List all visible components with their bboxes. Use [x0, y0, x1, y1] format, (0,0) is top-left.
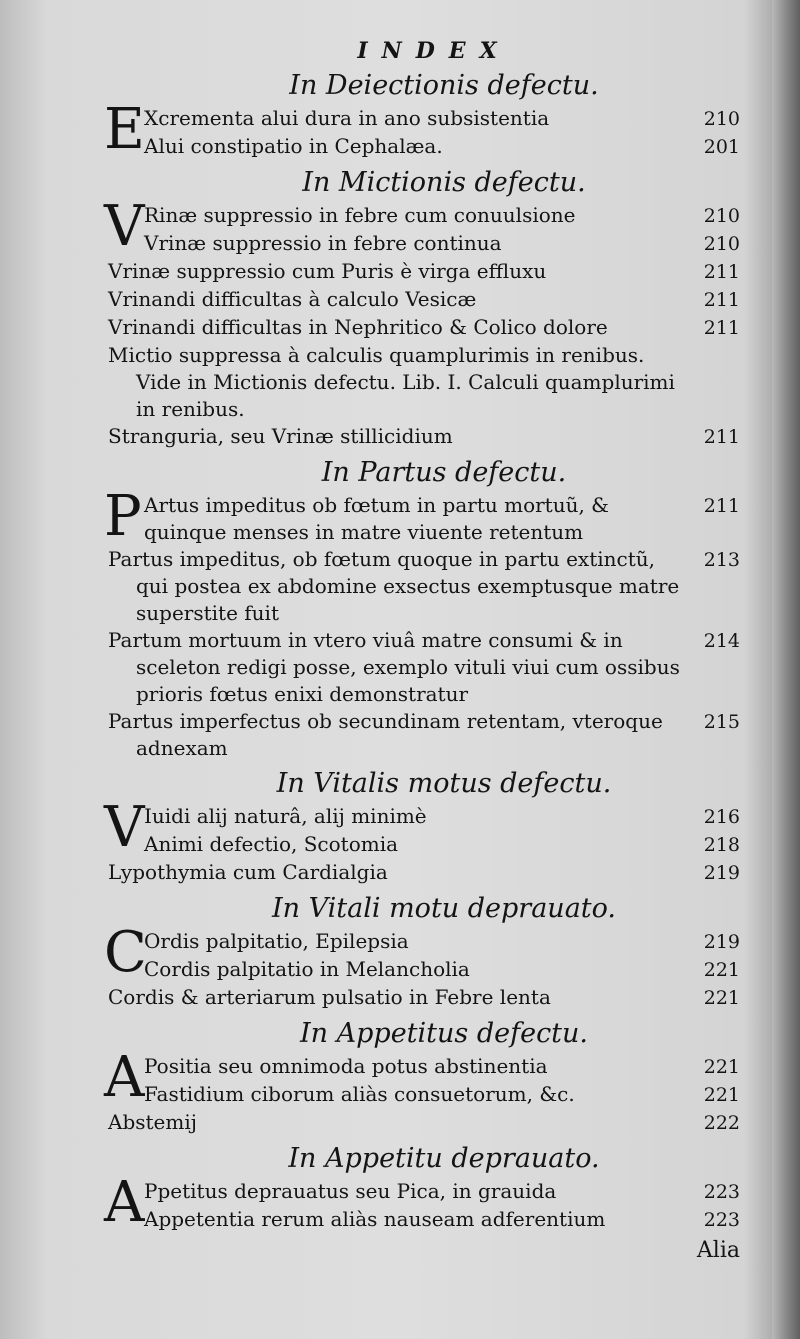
- index-entry: [108, 831, 740, 859]
- section-title: In Vitalis motus defectu.: [276, 768, 612, 799]
- entry-text: Animi defectio, Scotomia: [144, 832, 399, 856]
- entry-page: 214: [703, 630, 740, 652]
- section-title: In Appetitus defectu.: [299, 1018, 589, 1049]
- entry-text: Mictio suppressa à calculis quamplurimis in renibus. Vide in Mictionis defectu. Lib. I. Calculi quamplurimi in renibus.: [108, 343, 675, 421]
- entry-page: 201: [703, 136, 740, 158]
- section-title: In Deiectionis defectu.: [289, 70, 599, 101]
- index-entry: [108, 133, 740, 161]
- index-entry: [108, 314, 740, 342]
- entry-page: 221: [703, 959, 740, 981]
- drop-capital: A: [104, 1045, 145, 1110]
- entry-page: 223: [703, 1181, 740, 1203]
- entry-page: 211: [703, 495, 740, 517]
- index-entry: [108, 803, 740, 831]
- dropcap-group: [104, 194, 740, 259]
- dropcap-group: [104, 795, 740, 860]
- index-entry: [108, 342, 740, 423]
- index-entry: [108, 1053, 740, 1081]
- entry-page: 211: [703, 261, 740, 283]
- entry-page: 211: [703, 317, 740, 339]
- entry-page: 211: [703, 426, 740, 448]
- catchword: Alia: [696, 1238, 740, 1263]
- index-entry: [108, 202, 740, 230]
- index-entry: [108, 1109, 740, 1137]
- entry-text: Vrinandi difficultas in Nephritico & Colico dolore: [108, 315, 608, 339]
- entry-page: 222: [703, 1112, 740, 1134]
- index-entry: [108, 423, 740, 451]
- entry-text: Cordis & arteriarum pulsatio in Febre lenta: [108, 985, 551, 1009]
- index-entry: [108, 1178, 740, 1206]
- index-entry: [108, 230, 740, 258]
- index-entry: [108, 708, 740, 762]
- index-entry: [108, 984, 740, 1012]
- index-entry: [108, 1206, 740, 1234]
- index-sections: [104, 70, 740, 1235]
- dropcap-group: [104, 920, 740, 985]
- entry-text: Cordis palpitatio in Melancholia: [144, 957, 470, 981]
- section-title: In Appetitu deprauato.: [288, 1143, 600, 1174]
- entry-text: Stranguria, seu Vrinæ stillicidium: [108, 424, 453, 448]
- entry-page: 216: [703, 806, 740, 828]
- page-edge: [772, 0, 800, 1339]
- index-entry: [108, 286, 740, 314]
- entry-text: Abstemij: [108, 1110, 197, 1134]
- entry-text: Artus impeditus ob fœtum in partu mortuũ, & quinque menses in matre viuente retentum: [144, 493, 609, 544]
- entry-page: 221: [703, 987, 740, 1009]
- entry-text: Vrinandi difficultas à calculo Vesicæ: [108, 287, 477, 311]
- entry-text: Xcrementa alui dura in ano subsistentia: [144, 106, 550, 130]
- entry-text: Alui constipatio in Cephalæa.: [144, 134, 443, 158]
- entry-page: 211: [703, 289, 740, 311]
- index-entry: [108, 105, 740, 133]
- drop-capital: V: [104, 194, 145, 259]
- entry-page: 213: [703, 549, 740, 571]
- entry-text: Fastidium ciborum aliàs consuetorum, &c.: [144, 1082, 575, 1106]
- drop-capital: P: [104, 484, 142, 549]
- entry-page: 223: [703, 1209, 740, 1231]
- dropcap-group: [104, 1170, 740, 1235]
- drop-capital: V: [104, 795, 145, 860]
- entry-text: Rinæ suppressio in febre cum conuulsione: [144, 203, 576, 227]
- entry-text: Appetentia rerum aliàs nauseam adferentium: [144, 1207, 606, 1231]
- index-entry: [108, 1081, 740, 1109]
- entry-text: Vrinæ suppressio cum Puris è virga effluxu: [108, 259, 547, 283]
- section-title: In Mictionis defectu.: [302, 167, 586, 198]
- index-entry: [108, 258, 740, 286]
- drop-capital: C: [104, 920, 147, 985]
- index-entry: [108, 859, 740, 887]
- section-title: In Vitali motu deprauato.: [271, 893, 617, 924]
- index-entry: [108, 492, 740, 546]
- entry-page: 210: [703, 205, 740, 227]
- entry-text: Positia seu omnimoda potus abstinentia: [144, 1054, 548, 1078]
- entry-text: Lypothymia cum Cardialgia: [108, 860, 388, 884]
- index-entry: [108, 546, 740, 627]
- entry-text: Partum mortuum in vtero viuâ matre consumi & in sceleton redigi posse, exemplo vituli viui cum ossibus prioris fœtus enixi demonstratur: [108, 628, 680, 706]
- entry-page: 210: [703, 233, 740, 255]
- entry-page: 221: [703, 1056, 740, 1078]
- entry-text: Ppetitus deprauatus seu Pica, in grauida: [144, 1179, 557, 1203]
- entry-text: Partus imperfectus ob secundinam retentam, vteroque adnexam: [108, 709, 663, 760]
- index-entry: [108, 956, 740, 984]
- drop-capital: E: [104, 97, 145, 162]
- section-title: In Partus defectu.: [321, 457, 567, 488]
- index-content: [104, 30, 740, 1263]
- index-entry: [108, 928, 740, 956]
- entry-page: 219: [703, 931, 740, 953]
- entry-page: 219: [703, 862, 740, 884]
- drop-capital: A: [104, 1170, 145, 1235]
- dropcap-group: [104, 1045, 740, 1110]
- entry-text: Vrinæ suppressio in febre continua: [144, 231, 502, 255]
- entry-text: Iuidi alij naturâ, alij minimè: [144, 804, 427, 828]
- index-entry: [108, 627, 740, 708]
- entry-page: 215: [703, 711, 740, 733]
- entry-page: 210: [703, 108, 740, 130]
- entry-text: Ordis palpitatio, Epilepsia: [144, 929, 409, 953]
- entry-page: 218: [703, 834, 740, 856]
- running-head: INDEX: [357, 38, 511, 64]
- entry-page: 221: [703, 1084, 740, 1106]
- dropcap-group: [104, 484, 740, 549]
- dropcap-group: [104, 97, 740, 162]
- entry-text: Partus impeditus, ob fœtum quoque in partu extinctũ, qui postea ex abdomine exsectus exemptusque matre superstite fuit: [108, 547, 680, 625]
